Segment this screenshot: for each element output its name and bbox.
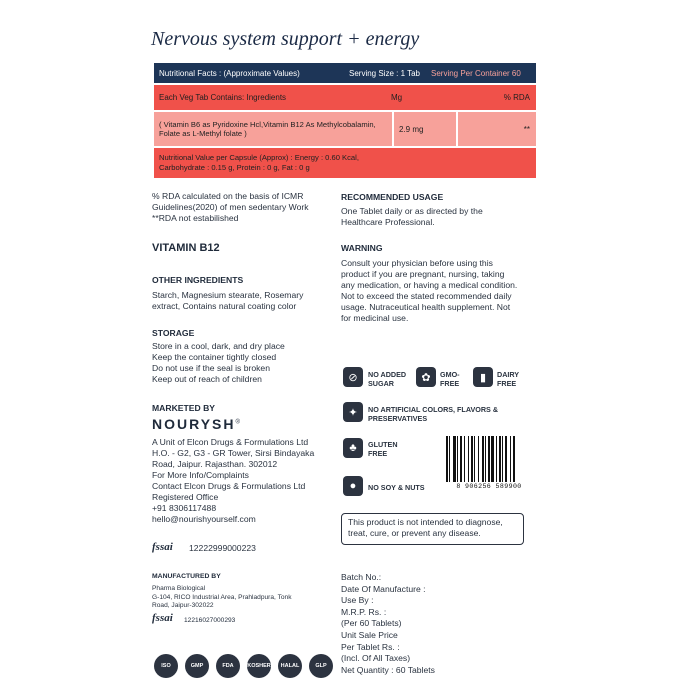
rda-header: % RDA: [503, 93, 530, 102]
dairy-free-icon: ▮: [473, 367, 493, 387]
nutrition-facts-label: Nutritional Facts : (Approximate Values): [159, 68, 300, 78]
fssai-number-1: 12222999000223: [189, 543, 256, 553]
barcode-bar: [496, 436, 497, 482]
phone-number: +91 8306117488: [152, 503, 217, 513]
recommended-usage-text: One Tablet daily or as directed by the Healthcare Professional.: [341, 206, 483, 227]
fssai-logo-2: fssai: [152, 612, 173, 624]
contains-label: Each Veg Tab Contains: Ingredients: [159, 93, 287, 102]
barcode-number: 8 906256 589900: [456, 483, 522, 490]
rda-note-line1: % RDA calculated on the basis of ICMR Guidelines(2020) of men sedentary Work: [152, 191, 309, 212]
serving-size: Serving Size : 1 Tab: [349, 68, 421, 78]
no-sugar-icon: ⊘: [343, 367, 363, 387]
product-label: [141, 0, 549, 700]
barcode-bar: [502, 436, 503, 482]
use-by: Use By :: [341, 595, 374, 606]
brand-name: NOURYSH: [152, 416, 236, 432]
storage-item: Keep the container tightly closed: [152, 352, 277, 362]
gluten-free-label: GLUTEN FREE: [368, 440, 398, 458]
kosher-badge-icon: KOSHER: [247, 654, 271, 678]
barcode-bar: [468, 436, 469, 482]
barcode-bar: [446, 436, 448, 482]
storage-item: Store in a cool, dark, and dry place: [152, 341, 285, 351]
ingredient-row: [154, 112, 536, 146]
gmo-free-icon: ✿: [416, 367, 436, 387]
ingredient-rda: **: [458, 112, 536, 146]
storage-heading: STORAGE: [152, 328, 195, 338]
warning-heading: WARNING: [341, 243, 383, 253]
gmo-free-label: GMO-FREE: [440, 370, 460, 388]
product-name: VITAMIN B12: [152, 242, 220, 254]
barcode-bar: [513, 436, 515, 482]
info-line: For More Info/Complaints: [152, 470, 249, 480]
manufacturer-address: [152, 585, 342, 611]
disclaimer-box: This product is not intended to diagnose, treat, cure, or prevent any disease.: [341, 513, 524, 545]
dairy-free-label: DAIRY FREE: [497, 370, 519, 388]
label-title: Nervous system support + energy: [151, 28, 420, 50]
barcode-bar: [505, 436, 507, 482]
other-ingredients-text: Starch, Magnesium stearate, Rosemary extract, Contains natural coating color: [152, 290, 304, 311]
barcode-bar: [478, 436, 479, 482]
tax-note: (Incl. Of All Taxes): [341, 653, 411, 664]
ingredient-name: ( Vitamin B6 as Pyridoxine Hcl,Vitamin B12 As Methylcobalamin, Folate as L-Methyl folate ): [154, 112, 392, 146]
email-address: hello@nourishyourself.com: [152, 514, 256, 524]
value-per-capsule: Nutritional Value per Capsule (Approx) : Energy : 0.60 Kcal, Carbohydrate : 0.15 g, Protein : 0 g, Fat : 0 g: [159, 153, 359, 172]
barcode-bar: [485, 436, 486, 482]
gluten-free-icon: ♣: [343, 438, 363, 458]
manufacturer-line: G-104, RICO Industrial Area, Prahladpura, Tonk: [152, 593, 292, 601]
batch-info: [341, 572, 521, 676]
other-ingredients-heading: OTHER INGREDIENTS: [152, 275, 244, 285]
info-line: Contact Elcon Drugs & Formulations Ltd: [152, 481, 306, 491]
fssai-logo-1: fssai: [152, 541, 173, 553]
marketed-by-heading: MARKETED BY: [152, 403, 216, 413]
unit-header: Mg: [391, 93, 403, 102]
barcode-bar: [482, 436, 484, 482]
value-per-capsule-row: [154, 148, 536, 178]
barcode-bar: [453, 436, 456, 482]
nourysh-logo: [152, 416, 242, 432]
storage-item: Do not use if the seal is broken: [152, 363, 270, 373]
barcode-bar: [474, 436, 475, 482]
ingredient-amount: 2.9 mg: [394, 112, 456, 146]
manufacture-date: Date Of Manufacture :: [341, 583, 426, 594]
manufacturer-line: Pharma Biological: [152, 585, 206, 592]
unit-sale-price: Unit Sale Price: [341, 629, 398, 640]
no-artificial-icon: ✦: [343, 402, 363, 422]
no-artificial-label: NO ARTIFICIAL COLORS, FLAVORS & PRESERVATIVES: [368, 405, 499, 423]
gmp-badge-icon: GMP: [185, 654, 209, 678]
mrp-per: (Per 60 Tablets): [341, 618, 402, 629]
barcode-bars: [444, 436, 534, 482]
info-line: Registered Office: [152, 492, 219, 502]
fda-badge-icon: FDA: [216, 654, 240, 678]
per-tablet-price: Per Tablet Rs. :: [341, 641, 400, 652]
serving-per-container: Serving Per Container 60: [431, 68, 521, 78]
address-line: Road, Jaipur. Rajasthan. 302012: [152, 459, 278, 469]
barcode-bar: [457, 436, 458, 482]
mrp: M.R.P. Rs. :: [341, 606, 387, 617]
glp-badge-icon: GLP: [309, 654, 333, 678]
storage-list: [152, 341, 337, 385]
manufacturer-line: Road, Jaipur-302022: [152, 602, 214, 610]
barcode-bar: [488, 436, 490, 482]
batch-number: Batch No.:: [341, 572, 382, 582]
no-soy-nuts-icon: ●: [343, 476, 363, 496]
no-added-sugar-label: NO ADDED SUGAR: [368, 370, 407, 388]
registered-mark: ®: [235, 419, 242, 426]
address-line: A Unit of Elcon Drugs & Formulations Ltd: [152, 437, 309, 447]
barcode-bar: [510, 436, 511, 482]
barcode-bar: [499, 436, 501, 482]
nutrition-table-header: [154, 63, 536, 83]
net-quantity: Net Quantity : 60 Tablets: [341, 664, 435, 675]
recommended-usage-heading: RECOMMENDED USAGE: [341, 192, 444, 202]
no-soy-nuts-label: NO SOY & NUTS: [368, 483, 425, 492]
barcode-bar: [471, 436, 473, 482]
manufactured-by-heading: MANUFACTURED BY: [152, 573, 221, 580]
barcode-bar: [449, 436, 450, 482]
barcode-bar: [460, 436, 462, 482]
fssai-number-2: 12216027000293: [184, 617, 236, 624]
barcode-bar: [491, 436, 494, 482]
halal-badge-icon: HALAL: [278, 654, 302, 678]
iso-badge-icon: ISO: [154, 654, 178, 678]
marketed-by-address: [152, 437, 342, 525]
storage-item: Keep out of reach of children: [152, 374, 262, 384]
contains-row: [154, 85, 536, 110]
rda-note: [152, 191, 337, 224]
rda-note-line2: **RDA not estabilished: [152, 213, 239, 223]
barcode: [444, 436, 534, 492]
address-line: H.O. - G2, G3 - GR Tower, Sirsi Bindayaka: [152, 448, 315, 458]
warning-text: Consult your physician before using this product if you are pregnant, nursing, taking any medication, or having a medical condition. Not to exceed the stated recommended daily usage. Nutraceutical health supplement. Not for medicinal use.: [341, 258, 518, 323]
barcode-bar: [464, 436, 465, 482]
